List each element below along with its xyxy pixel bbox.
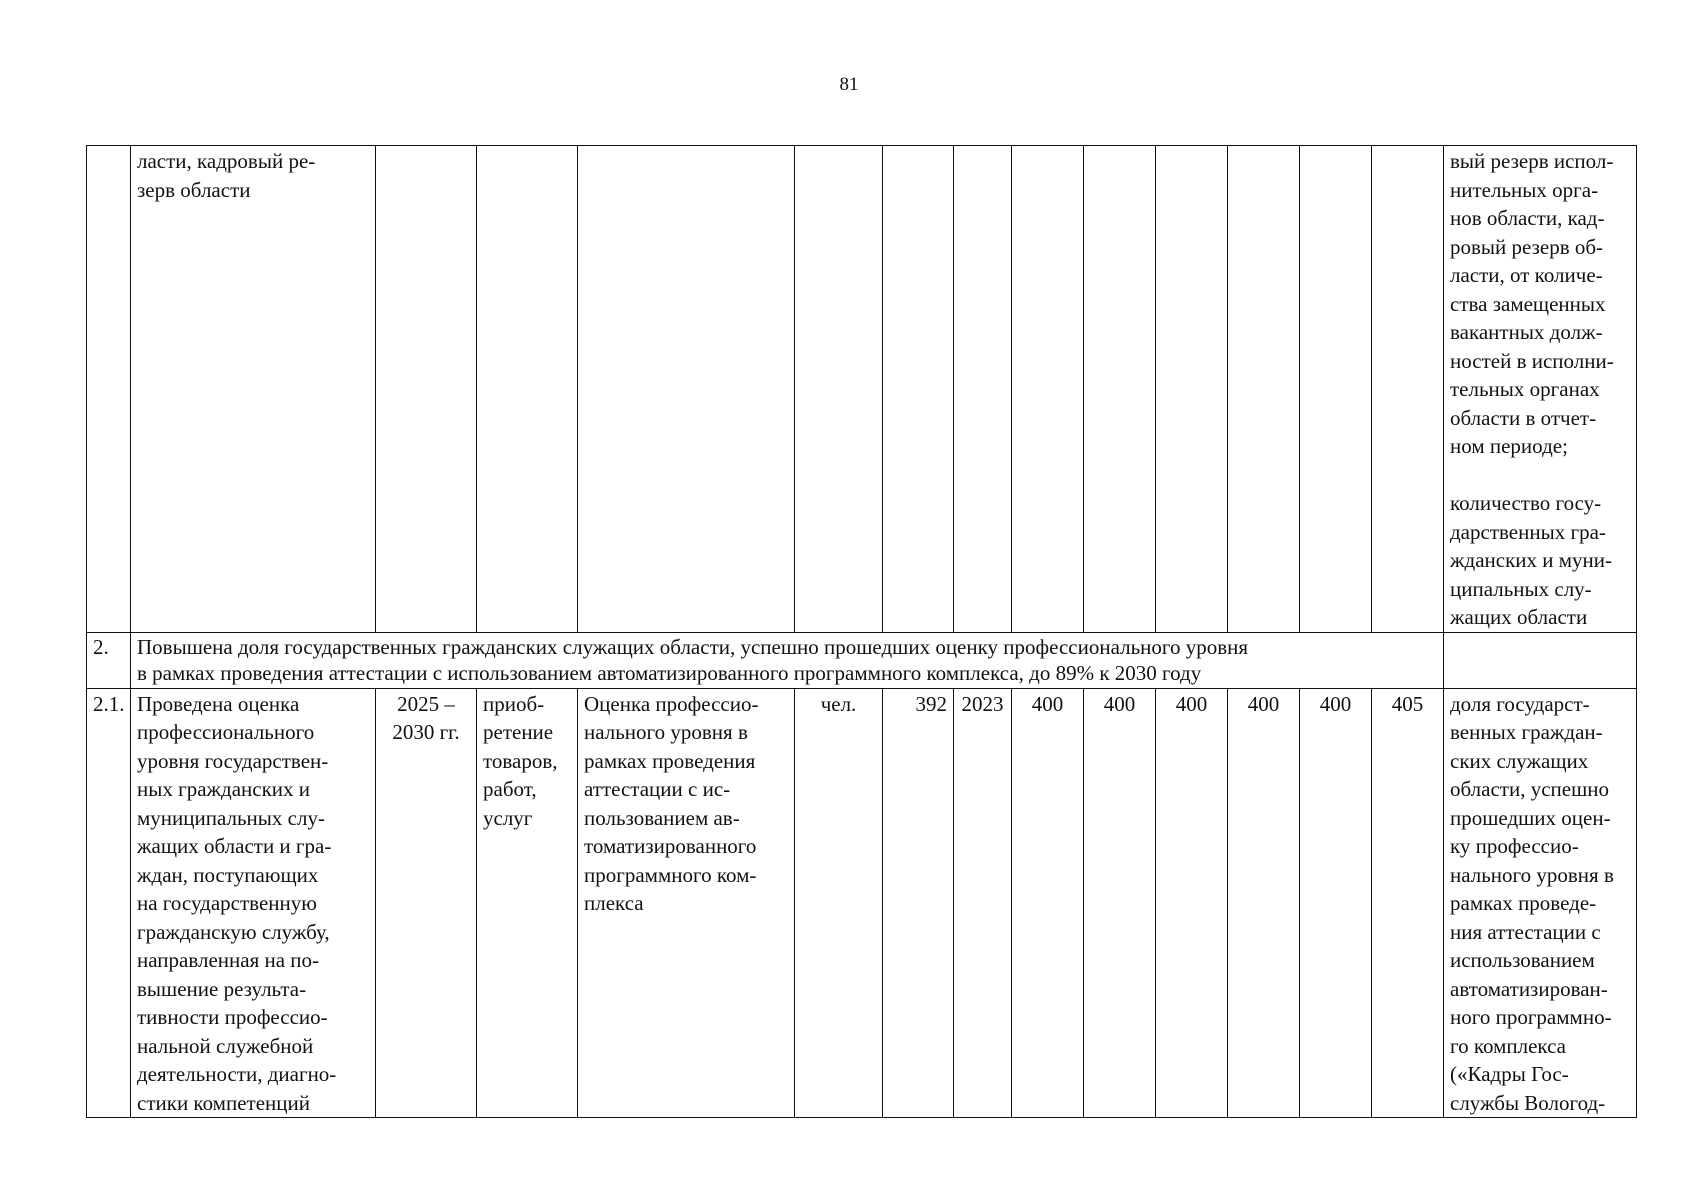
text-line: ских служащих	[1450, 748, 1589, 773]
value-cell	[1012, 146, 1084, 633]
text-line: ласти, кадровый ре-	[137, 149, 316, 173]
text-line: гражданскую службу,	[137, 919, 330, 944]
text-line: в рамках проведения аттестации с использованием автоматизированного программного комплекса, до 89% к 2030 году	[137, 660, 1202, 685]
unit-cell	[795, 146, 883, 633]
unit-cell: чел.	[795, 688, 883, 1118]
text-line: использованием	[1450, 948, 1595, 972]
text-line: услуг	[483, 805, 533, 830]
text-line: жданских и муни-	[1450, 548, 1613, 572]
text-line: тельных органах	[1450, 377, 1600, 401]
text-line: программного ком-	[584, 862, 757, 887]
row-number-cell	[87, 146, 131, 633]
text-line: тивности профессио-	[137, 1005, 328, 1029]
value-cell: 400	[1012, 688, 1084, 1118]
value-cell: 400	[1228, 688, 1300, 1118]
text-line: ретение	[483, 720, 554, 744]
text-line: пользованием ав-	[584, 805, 740, 830]
text-line: Проведена оценка	[137, 691, 300, 716]
text-line: вый резерв испол-	[1450, 149, 1614, 173]
text-line: рамках проведения	[584, 748, 756, 773]
value-cell	[1156, 146, 1228, 633]
text-line: ностей в исполни-	[1450, 348, 1614, 373]
text-line: жащих области	[1450, 605, 1588, 629]
text-line: уровня государствен-	[137, 748, 329, 773]
period-cell	[376, 688, 477, 1118]
text-line: венных граждан-	[1450, 720, 1603, 744]
type-cell	[477, 146, 578, 633]
value-cell	[1300, 146, 1372, 633]
text-line: нительных орга-	[1450, 177, 1599, 202]
row-number-cell: 2.1.	[87, 688, 131, 1118]
text-line: ния аттестации с	[1450, 919, 1601, 944]
text-line: зерв области	[137, 177, 251, 202]
row-number-cell: 2.	[87, 632, 131, 688]
text-line: прошедших оцен-	[1450, 805, 1611, 830]
text-line: на государственную	[137, 891, 317, 915]
text-line: 2030 гг.	[392, 720, 460, 744]
value-cell	[1372, 146, 1444, 633]
value-cell: 400	[1156, 688, 1228, 1118]
base-value-cell: 392	[883, 688, 954, 1118]
value-cell	[1228, 146, 1300, 633]
text-line: го комплекса	[1450, 1033, 1566, 1058]
text-line: товаров,	[483, 748, 558, 773]
text-line: службы Вологод-	[1450, 1090, 1606, 1115]
measures-table	[86, 145, 1637, 1118]
measure-description-cell	[578, 688, 795, 1118]
text-line: ном периоде;	[1450, 434, 1568, 458]
base-value-cell	[883, 146, 954, 633]
value-cell: 405	[1372, 688, 1444, 1118]
indicator-cell	[1444, 632, 1637, 688]
text-line: дарственных гра-	[1450, 519, 1606, 544]
text-line: ровый резерв об-	[1450, 234, 1604, 259]
measure-name-cell	[131, 688, 376, 1118]
text-line: нов области, кад-	[1450, 206, 1605, 230]
text-line: вышение результа-	[137, 976, 307, 1001]
text-line: ных гражданских и	[137, 777, 311, 801]
text-line: Повышена доля государственных гражданских служащих области, успешно прошедших оценку профессионального уровня	[137, 634, 1249, 659]
task-cell	[131, 632, 1444, 688]
measure-name-cell	[131, 146, 376, 633]
text-line: ства замещенных	[1450, 291, 1606, 316]
text-line: ципальных слу-	[1450, 576, 1592, 601]
table-row	[87, 688, 1637, 1118]
value-cell: 400	[1084, 688, 1156, 1118]
text-line: рамках проведе-	[1450, 891, 1597, 915]
text-line: муниципальных слу-	[137, 805, 325, 830]
period-cell	[376, 146, 477, 633]
text-line: профессионального	[137, 720, 315, 744]
text-line: томатизированного	[584, 834, 757, 858]
text-line: ласти, от количе-	[1450, 263, 1603, 287]
text-line: области, успешно	[1450, 777, 1609, 801]
text-line: 2025 –	[397, 691, 455, 716]
value-cell	[1084, 146, 1156, 633]
text-line: ждан, поступающих	[137, 862, 319, 887]
text-line: нального уровня в	[1450, 862, 1614, 887]
base-year-cell	[954, 146, 1012, 633]
page-number: 81	[839, 74, 859, 95]
text-line: области в отчет-	[1450, 405, 1597, 430]
text-line: ку профессио-	[1450, 834, 1579, 858]
indicator-cell	[1444, 688, 1637, 1118]
table-row	[87, 146, 1637, 633]
paragraph-gap	[1450, 461, 1630, 490]
text-line: автоматизирован-	[1450, 976, 1608, 1001]
type-cell	[477, 688, 578, 1118]
value-cell: 400	[1300, 688, 1372, 1118]
text-line: приоб-	[483, 691, 545, 716]
measure-description-cell	[578, 146, 795, 633]
text-line: деятельности, диагно-	[137, 1062, 337, 1086]
text-line: количество госу-	[1450, 491, 1602, 515]
text-line: аттестации с ис-	[584, 777, 731, 801]
indicator-cell	[1444, 146, 1637, 633]
text-line: Оценка профессио-	[584, 691, 759, 716]
text-line: плекса	[584, 891, 644, 915]
text-line: вакантных долж-	[1450, 320, 1603, 344]
text-line: («Кадры Гос-	[1450, 1062, 1569, 1086]
text-line: стики компетенций	[137, 1090, 310, 1115]
base-year-cell: 2023	[954, 688, 1012, 1118]
text-line: нального уровня в	[584, 720, 748, 744]
text-line: работ,	[483, 777, 537, 801]
text-line: ного программно-	[1450, 1005, 1612, 1029]
text-line: нальной служебной	[137, 1033, 314, 1058]
text-line: направленная на по-	[137, 948, 320, 972]
text-line: доля государст-	[1450, 691, 1590, 716]
text-line: жащих области и гра-	[137, 834, 332, 858]
table-row	[87, 632, 1637, 688]
